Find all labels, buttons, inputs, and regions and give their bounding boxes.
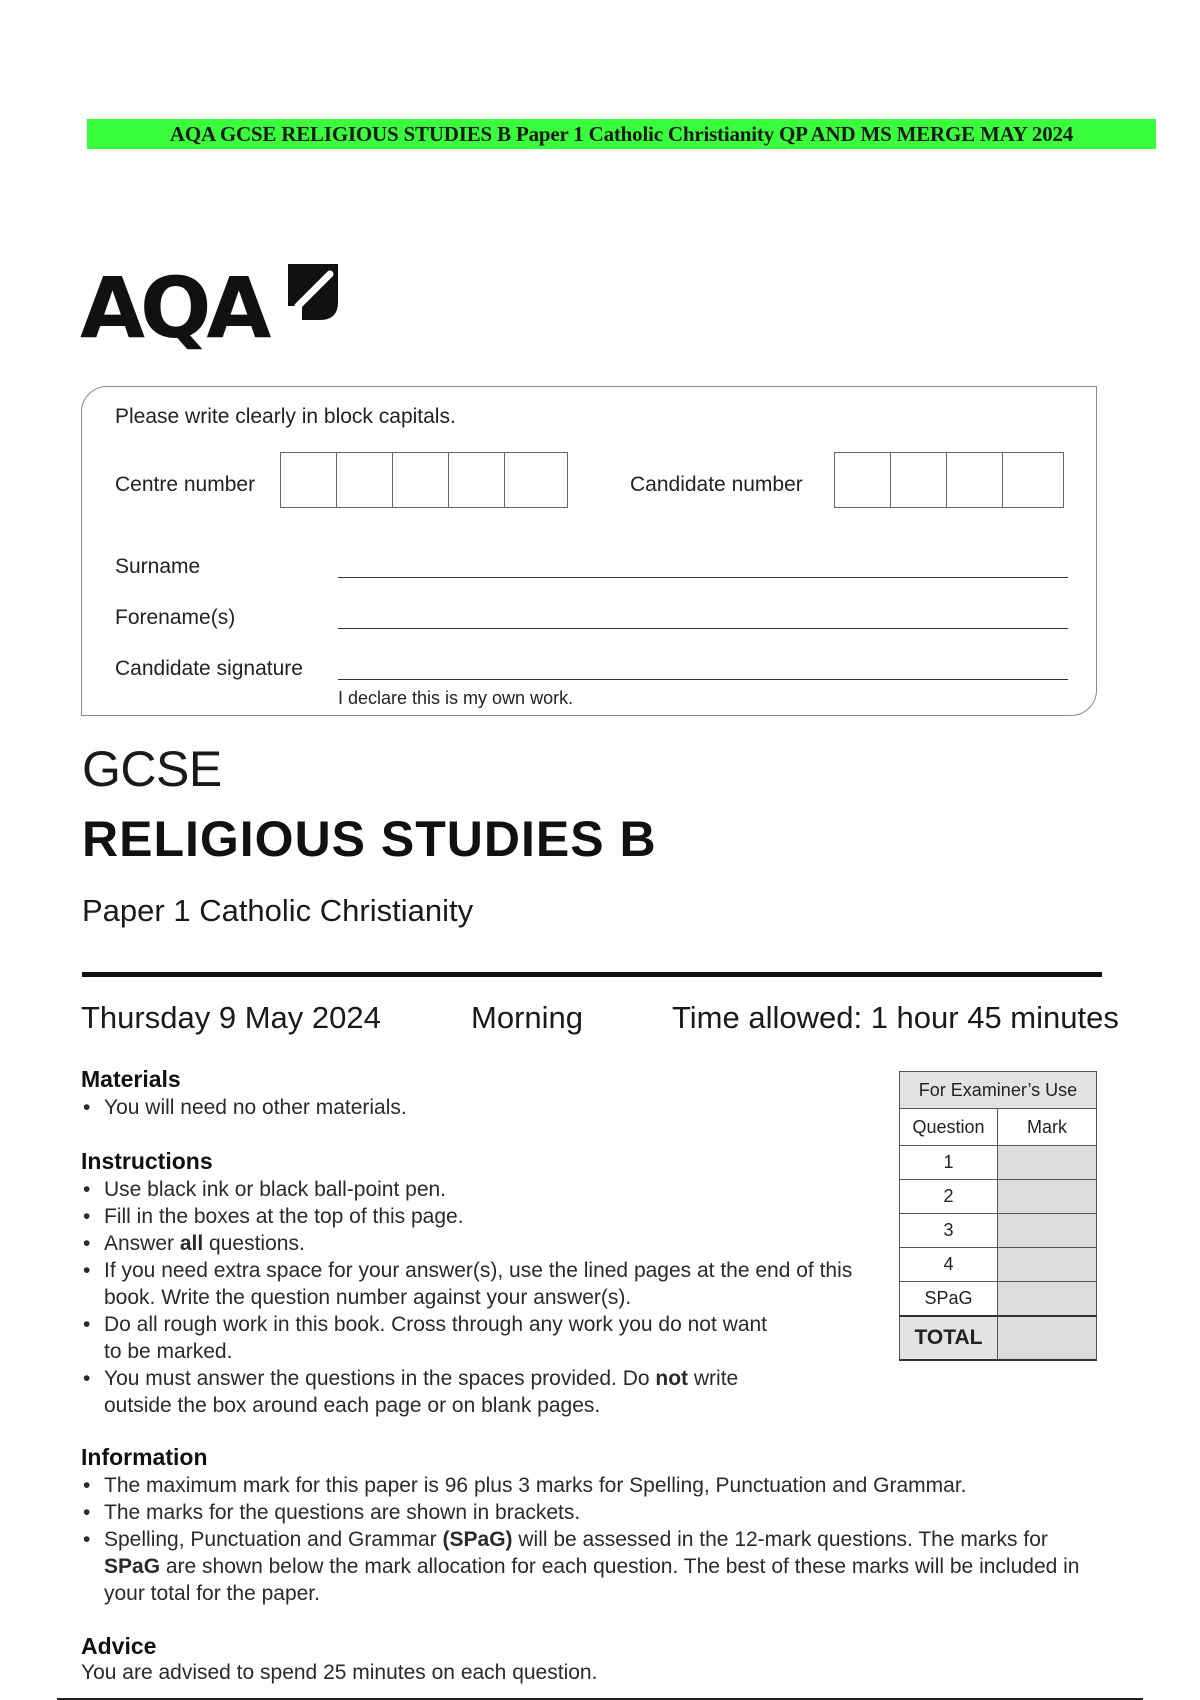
surname-field[interactable] [338, 577, 1068, 578]
mark-cell [998, 1180, 1097, 1214]
document-banner: AQA GCSE RELIGIOUS STUDIES B Paper 1 Catholic Christianity QP AND MS MERGE MAY 2024 [87, 119, 1156, 149]
mark-cell [998, 1214, 1097, 1248]
logo-text: AQA [80, 259, 267, 357]
total-mark-cell [998, 1316, 1097, 1360]
materials-list [81, 1094, 881, 1121]
examiner-table-title: For Examiner’s Use [900, 1072, 1097, 1109]
subject-title: RELIGIOUS STUDIES B [82, 811, 657, 867]
aqa-logo [80, 258, 266, 358]
list-item: • Do all rough work in this book. Cross through any work you do not want to be marked. [81, 1311, 784, 1365]
centre-number-digit[interactable] [449, 453, 505, 507]
paper-title: Paper 1 Catholic Christianity [82, 893, 474, 928]
list-item: • You will need no other materials. [81, 1094, 881, 1121]
centre-number-digit[interactable] [337, 453, 393, 507]
question-number: SPaG [900, 1282, 998, 1317]
mark-cell [998, 1146, 1097, 1180]
forenames-label: Forename(s) [115, 606, 236, 629]
block-capitals-instruction: Please write clearly in block capitals. [115, 405, 456, 428]
exam-date: Thursday 9 May 2024 [81, 1000, 381, 1035]
centre-number-label: Centre number [115, 473, 256, 496]
exam-session: Morning [471, 1000, 583, 1035]
information-list [81, 1472, 1081, 1607]
qualification-title: GCSE [82, 741, 222, 797]
mark-cell [998, 1248, 1097, 1282]
declaration-note: I declare this is my own work. [338, 688, 574, 708]
signature-field[interactable] [338, 679, 1068, 680]
candidate-number-digit[interactable] [891, 453, 947, 507]
centre-number-digit[interactable] [393, 453, 449, 507]
list-item: • The maximum mark for this paper is 96 plus 3 marks for Spelling, Punctuation and Grammar. [81, 1472, 1081, 1499]
centre-number-digit[interactable] [505, 453, 561, 507]
list-item: • You must answer the questions in the spaces provided. Do not write outside the box around each page or on blank pages. [81, 1365, 794, 1419]
list-item: • The marks for the questions are shown in brackets. [81, 1499, 1081, 1526]
question-number: 4 [900, 1248, 998, 1282]
advice-heading: Advice [81, 1633, 157, 1659]
time-allowed: Time allowed: 1 hour 45 minutes [672, 1000, 1119, 1035]
candidate-number-digit[interactable] [835, 453, 891, 507]
materials-heading: Materials [81, 1066, 181, 1092]
list-item: • Answer all questions. [81, 1230, 881, 1257]
question-number: 3 [900, 1214, 998, 1248]
aqa-logo-mark-icon [284, 262, 340, 322]
surname-label: Surname [115, 555, 201, 578]
total-label: TOTAL [900, 1316, 998, 1360]
list-item: • Fill in the boxes at the top of this page. [81, 1203, 881, 1230]
advice-text: You are advised to spend 25 minutes on each question. [81, 1661, 598, 1684]
centre-number-boxes[interactable] [280, 452, 568, 508]
list-item: • Use black ink or black ball-point pen. [81, 1176, 881, 1203]
mark-column-header: Mark [998, 1109, 1097, 1146]
forenames-field[interactable] [338, 628, 1068, 629]
candidate-details-box [81, 386, 1097, 716]
question-column-header: Question [900, 1109, 998, 1146]
mark-cell [998, 1282, 1097, 1317]
candidate-number-digit[interactable] [947, 453, 1003, 507]
title-divider [82, 972, 1102, 977]
question-number: 1 [900, 1146, 998, 1180]
instructions-list [81, 1176, 881, 1419]
candidate-number-boxes[interactable] [834, 452, 1064, 508]
examiner-use-table [899, 1071, 1097, 1361]
information-heading: Information [81, 1444, 208, 1470]
list-item: • Spelling, Punctuation and Grammar (SPaG) will be assessed in the 12-mark questions. The marks for SPaG are shown below the mark allocation for each question. The best of these marks will be included in your total for the paper. [81, 1526, 1104, 1607]
instructions-heading: Instructions [81, 1148, 213, 1174]
centre-number-digit[interactable] [281, 453, 337, 507]
candidate-number-label: Candidate number [630, 473, 803, 496]
list-item: • If you need extra space for your answer(s), use the lined pages at the end of this book. Write the question number against your answer(s). [81, 1257, 864, 1311]
candidate-number-digit[interactable] [1003, 453, 1059, 507]
question-number: 2 [900, 1180, 998, 1214]
candidate-signature-label: Candidate signature [115, 657, 303, 680]
